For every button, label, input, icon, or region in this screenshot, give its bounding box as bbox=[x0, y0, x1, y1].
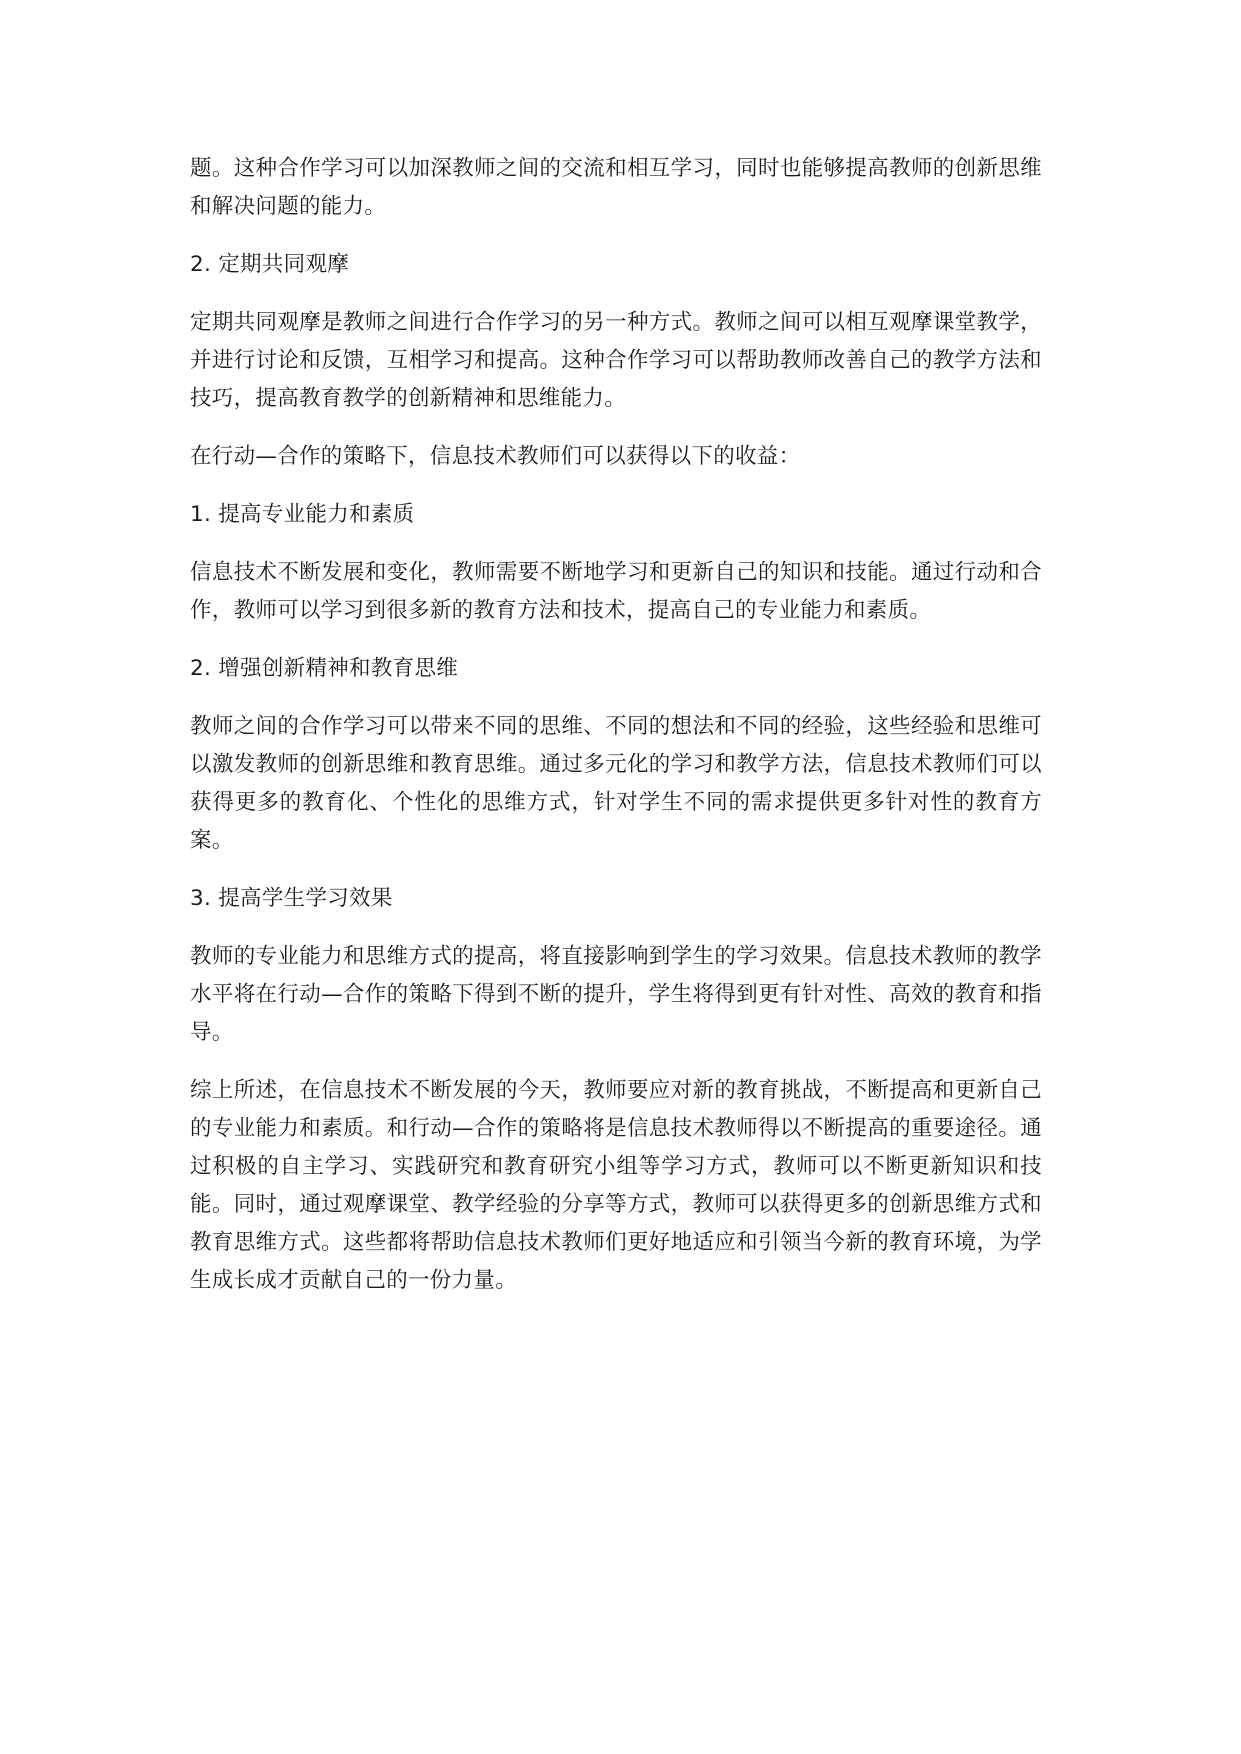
paragraph-cooperative-learning-continued: 题。这种合作学习可以加深教师之间的交流和相互学习，同时也能够提高教师的创新思维和解决问题的能力。 bbox=[190, 156, 1042, 219]
paragraph-student-learning-effect: 教师的专业能力和思维方式的提高，将直接影响到学生的学习效果。信息技术教师的教学水平将在行动—合作的策略下得到不断的提升，学生将得到更有针对性、高效的教育和指导。 bbox=[190, 944, 1042, 1045]
heading-student-learning-effect: 3. 提高学生学习效果 bbox=[190, 886, 393, 911]
document-body bbox=[190, 150, 1042, 1320]
paragraph-improve-professional-ability: 信息技术不断发展和变化，教师需要不断地学习和更新自己的知识和技能。通过行动和合作，教师可以学习到很多新的教育方法和技术，提高自己的专业能力和素质。 bbox=[190, 560, 1042, 623]
heading-regular-observation: 2. 定期共同观摩 bbox=[190, 252, 350, 277]
heading-improve-professional-ability: 1. 提高专业能力和素质 bbox=[190, 502, 415, 527]
heading-innovation-thinking: 2. 增强创新精神和教育思维 bbox=[190, 656, 459, 681]
paragraph-conclusion: 综上所述，在信息技术不断发展的今天，教师要应对新的教育挑战，不断提高和更新自己的专业能力和素质。和行动—合作的策略将是信息技术教师得以不断提高的重要途径。通过积极的自主学习、实践研究和教育研究小组等学习方式，教师可以不断更新知识和技能。同时，通过观摩课堂、教学经验的分享等方式，教师可以获得更多的创新思维方式和教育思维方式。这些都将帮助信息技术教师们更好地适应和引领当今新的教育环境，为学生成长成才贡献自己的一份力量。 bbox=[190, 1078, 1042, 1293]
paragraph-regular-observation: 定期共同观摩是教师之间进行合作学习的另一种方式。教师之间可以相互观摩课堂教学，并进行讨论和反馈，互相学习和提高。这种合作学习可以帮助教师改善自己的教学方法和技巧，提高教育教学的创新精神和思维能力。 bbox=[190, 310, 1042, 411]
paragraph-benefits-intro: 在行动—合作的策略下，信息技术教师们可以获得以下的收益： bbox=[190, 444, 801, 469]
paragraph-innovation-thinking: 教师之间的合作学习可以带来不同的思维、不同的想法和不同的经验，这些经验和思维可以激发教师的创新思维和教育思维。通过多元化的学习和教学方法，信息技术教师们可以获得更多的教育化、个性化的思维方式，针对学生不同的需求提供更多针对性的教育方案。 bbox=[190, 714, 1042, 853]
